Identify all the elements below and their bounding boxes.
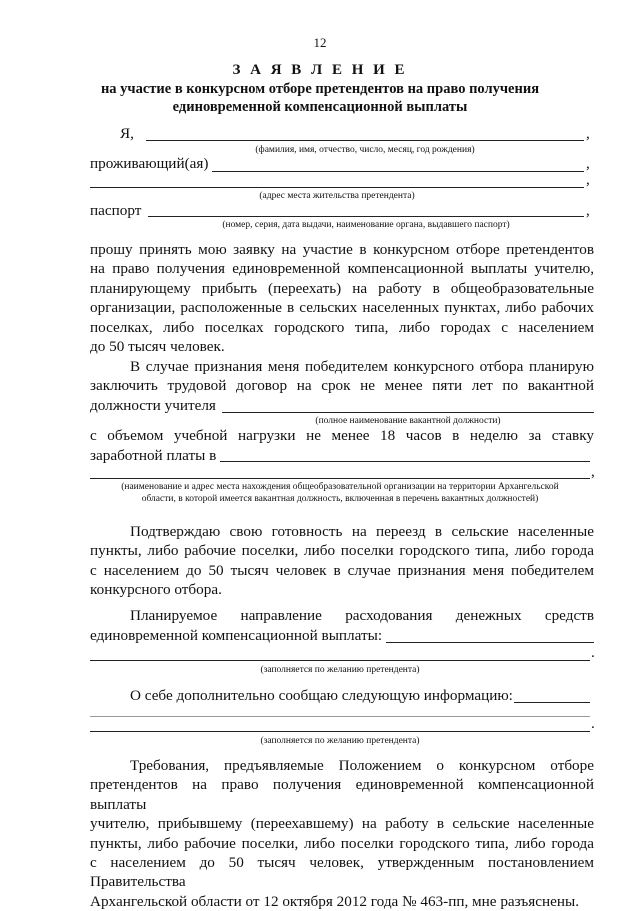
address-caption: (адрес места жительства претендента) bbox=[259, 191, 415, 201]
organization-field-2[interactable] bbox=[90, 478, 590, 479]
fio-field[interactable] bbox=[146, 140, 584, 141]
info-period: . bbox=[591, 715, 595, 732]
confirm-paragraph bbox=[90, 522, 594, 600]
direction-caption: (заполняется по желанию претендента) bbox=[260, 665, 420, 675]
paragraph-line: организации, расположенные в сельских населенных пунктах, либо рабочих bbox=[90, 299, 594, 317]
residing-comma: , bbox=[586, 155, 590, 172]
organization-caption-2: области, в которой имеется вакантная должность, включенная в перечень вакантных должностей) bbox=[141, 494, 539, 504]
organization-caption-1: (наименование и адрес места нахождения общеобразовательной организации на территории Архангельской bbox=[121, 482, 559, 492]
requirements-paragraph bbox=[90, 756, 594, 911]
paragraph-line: на право получения единовременной компенсационной выплаты учителю, bbox=[90, 260, 594, 278]
page-number: 12 bbox=[313, 35, 327, 50]
info-field[interactable] bbox=[514, 702, 590, 703]
paragraph-line: с населением до 50 тысяч человек в случае признания меня победителем bbox=[90, 561, 594, 579]
residing-label: проживающий(ая) bbox=[90, 155, 209, 172]
direction-field[interactable] bbox=[386, 642, 594, 643]
direction-field-2[interactable] bbox=[90, 660, 590, 661]
info-field-2[interactable] bbox=[90, 716, 590, 717]
paragraph-line: заключить трудовой договор на срок не менее пяти лет по вакантной bbox=[90, 377, 594, 395]
direction-label: единовременной компенсационной выплаты: bbox=[90, 627, 383, 644]
paragraph-line: В случае признания меня победителем конкурсного отбора планирую bbox=[130, 358, 594, 375]
paragraph-line: учителю, прибывшему (переехавшему) на работу в сельские населенные bbox=[90, 815, 594, 833]
paragraph-line: пункты, либо рабочие поселки, либо поселки городского типа, либо города bbox=[90, 834, 594, 852]
paragraph-line: с населением до 50 тысяч человек, утвержденным постановлением Правительства bbox=[90, 854, 594, 891]
info-label: О себе дополнительно сообщаю следующую информацию: bbox=[130, 687, 513, 704]
info-field-3[interactable] bbox=[90, 731, 590, 732]
address-comma: , bbox=[586, 171, 590, 188]
address-field[interactable] bbox=[90, 187, 584, 188]
organization-field[interactable] bbox=[220, 461, 590, 462]
paragraph-line: претендентов на право получения единовременной компенсационной выплаты bbox=[90, 776, 594, 813]
request-paragraph bbox=[90, 240, 594, 356]
ya-label: Я, bbox=[120, 125, 134, 142]
ya-comma: , bbox=[586, 125, 590, 142]
passport-comma: , bbox=[586, 202, 590, 219]
paragraph-line: до 50 тысяч человек. bbox=[90, 338, 225, 356]
paragraph-line: прошу принять мою заявку на участие в конкурсном отборе претендентов bbox=[90, 241, 594, 258]
info-caption: (заполняется по желанию претендента) bbox=[260, 736, 420, 746]
document-title: З А Я В Л Е Н И Е bbox=[232, 62, 408, 78]
passport-label: паспорт bbox=[90, 202, 142, 219]
paragraph-line: пункты, либо рабочие поселки, либо поселки городского типа, либо города bbox=[90, 542, 594, 560]
paragraph-line: Архангельской области от 12 октября 2012 года № 463-пп, мне разъяснены. bbox=[90, 892, 579, 910]
position-label: должности учителя bbox=[90, 397, 216, 414]
organization-comma: , bbox=[591, 463, 595, 480]
paragraph-line: планирующему прибыть (переехать) на работу в общеобразовательные bbox=[90, 279, 594, 297]
paragraph-line: Подтверждаю свою готовность на переезд в сельские населенные bbox=[130, 523, 594, 540]
direction-period: . bbox=[591, 644, 595, 661]
residence-field[interactable] bbox=[212, 171, 584, 172]
fio-caption: (фамилия, имя, отчество, число, месяц, год рождения) bbox=[255, 145, 475, 155]
paragraph-line: поселках, либо поселках городского типа, либо городах с населением bbox=[90, 318, 594, 336]
paragraph-line: конкурсного отбора. bbox=[90, 581, 222, 599]
load-line: с объемом учебной нагрузки не менее 18 часов в неделю за ставку bbox=[90, 427, 594, 444]
passport-field[interactable] bbox=[148, 216, 584, 217]
document-subtitle: на участие в конкурсном отборе претендентов на право получения единовременной компенсационной выплаты bbox=[100, 81, 540, 115]
position-caption: (полное наименование вакантной должности) bbox=[315, 416, 501, 426]
winner-paragraph bbox=[90, 357, 594, 396]
passport-caption: (номер, серия, дата выдачи, наименование органа, выдавшего паспорт) bbox=[222, 220, 510, 230]
position-field[interactable] bbox=[222, 412, 594, 413]
direction-line: Планируемое направление расходования денежных средств bbox=[130, 607, 594, 624]
paragraph-line: Требования, предъявляемые Положением о конкурсном отборе bbox=[130, 757, 594, 774]
salary-label: заработной платы в bbox=[90, 447, 217, 464]
